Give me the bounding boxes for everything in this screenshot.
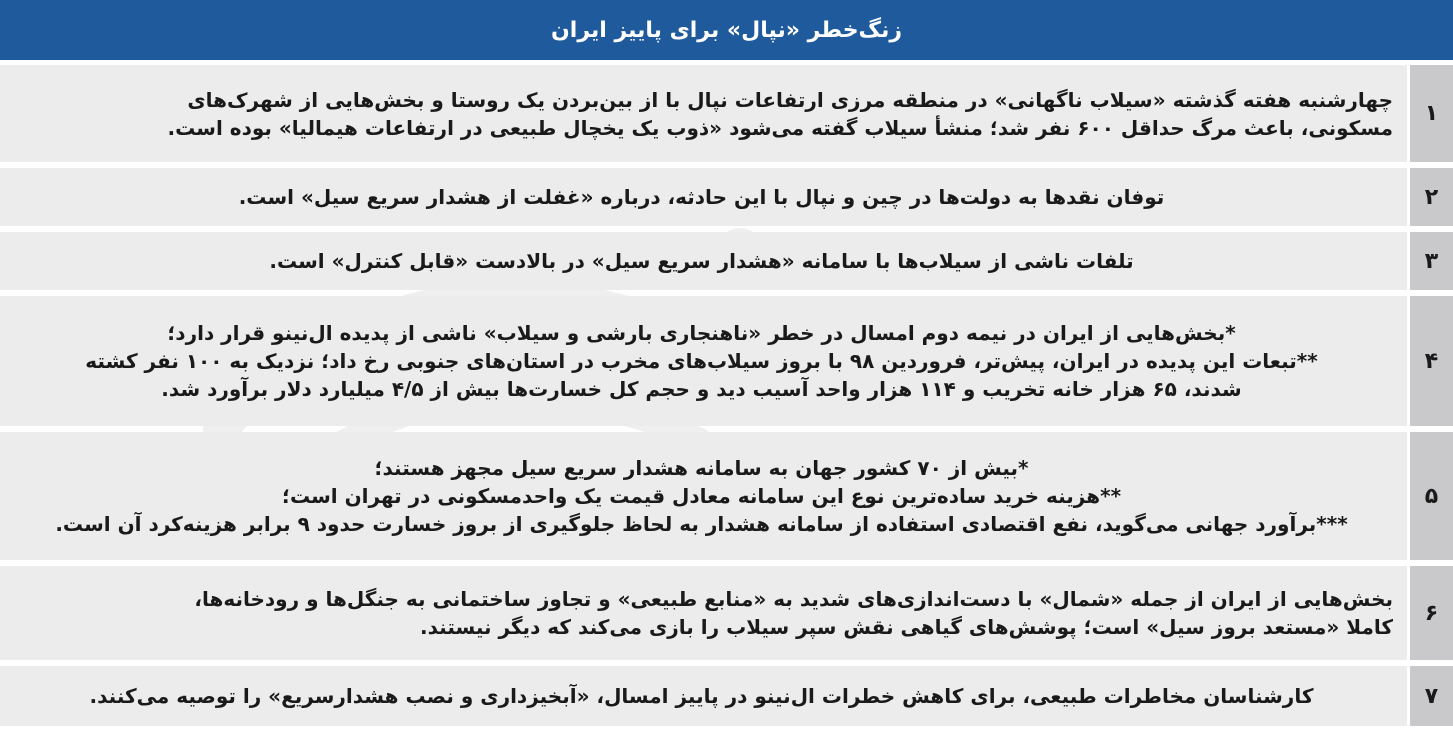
table-title: زنگ‌خطر «نپال» برای پاییز ایران — [0, 0, 1453, 60]
row-line: **هزینه خرید ساده‌ترین نوع این سامانه معادل قیمت یک واحدمسکونی در تهران است؛ — [281, 484, 1122, 508]
row-line: چهارشنبه هفته گذشته «سیلاب ناگهانی» در منطقه مرزی ارتفاعات نپال با از بین‌بردن یک روستا و بخش‌هایی از شهرک‌های — [187, 87, 1393, 112]
row-line: کارشناسان مخاطرات طبیعی، برای کاهش خطرات ال‌نینو در پاییز امسال، «آبخیزداری و نصب هشدارسریع» را توصیه می‌کنند. — [89, 684, 1314, 708]
row-text — [0, 296, 1407, 426]
row-line: تلفات ناشی از سیلاب‌ها با سامانه «هشدار سریع سیل» در بالادست «قابل کنترل» است. — [269, 249, 1134, 273]
table-row — [0, 168, 1453, 226]
row-number: ۶ — [1410, 566, 1453, 660]
table-row — [0, 65, 1453, 162]
table-row — [0, 296, 1453, 426]
row-text — [0, 65, 1407, 162]
row-number: ۳ — [1410, 232, 1453, 290]
table-row — [0, 566, 1453, 660]
row-text — [0, 566, 1407, 660]
row-number: ۲ — [1410, 168, 1453, 226]
row-line: ***برآورد جهانی می‌گوید، نفع اقتصادی استفاده از سامانه هشدار به لحاظ جلوگیری از بروز خسارت حدود ۹ برابر هزینه‌کرد آن است. — [55, 512, 1348, 536]
table-row — [0, 432, 1453, 560]
row-line: بخش‌هایی از ایران از جمله «شمال» با دست‌اندازی‌های شدید به «منابع طبیعی» و تجاوز ساختمانی به جنگل‌ها و رودخانه‌ها، — [194, 587, 1393, 611]
row-text — [0, 168, 1407, 226]
row-line: **تبعات این پدیده در ایران، پیش‌تر، فروردین ۹۸ با بروز سیلاب‌های مخرب در استان‌های جنوبی رخ داد؛ نزدیک به ۱۰۰ نفر کشته — [85, 349, 1318, 373]
row-text — [0, 232, 1407, 290]
table-row — [0, 232, 1453, 290]
row-line: مسکونی، باعث مرگ حداقل ۶۰۰ نفر شد؛ منشأ سیلاب گفته می‌شود «ذوب یک یخچال طبیعی در ارتفاعات هیمالیا» بوده است. — [167, 115, 1393, 140]
row-line: *بخش‌هایی از ایران در نیمه دوم امسال در خطر «ناهنجاری بارشی و سیلاب» ناشی از پدیده ال‌نینو قرار دارد؛ — [167, 321, 1236, 345]
row-line: شدند، ۶۵ هزار خانه تخریب و ۱۱۴ هزار واحد آسیب دید و حجم کل خسارت‌ها بیش از ۴/۵ میلیارد دلار برآورد شد. — [161, 377, 1242, 401]
row-number: ۴ — [1410, 296, 1453, 426]
table-row — [0, 666, 1453, 726]
row-line: توفان نقدها به دولت‌ها در چین و نپال با این حادثه، درباره «غفلت از هشدار سریع سیل» است. — [238, 185, 1165, 209]
row-number: ۵ — [1410, 432, 1453, 560]
row-number: ۱ — [1410, 65, 1453, 162]
row-text — [0, 432, 1407, 560]
row-text — [0, 666, 1407, 726]
row-line: کاملا «مستعد بروز سیل» است؛ پوشش‌های گیاهی نقش سپر سیلاب را بازی می‌کند که دیگر نیستند. — [420, 615, 1393, 639]
row-line: *بیش از ۷۰ کشور جهان به سامانه هشدار سریع سیل مجهز هستند؛ — [374, 456, 1029, 480]
row-number: ۷ — [1410, 666, 1453, 726]
